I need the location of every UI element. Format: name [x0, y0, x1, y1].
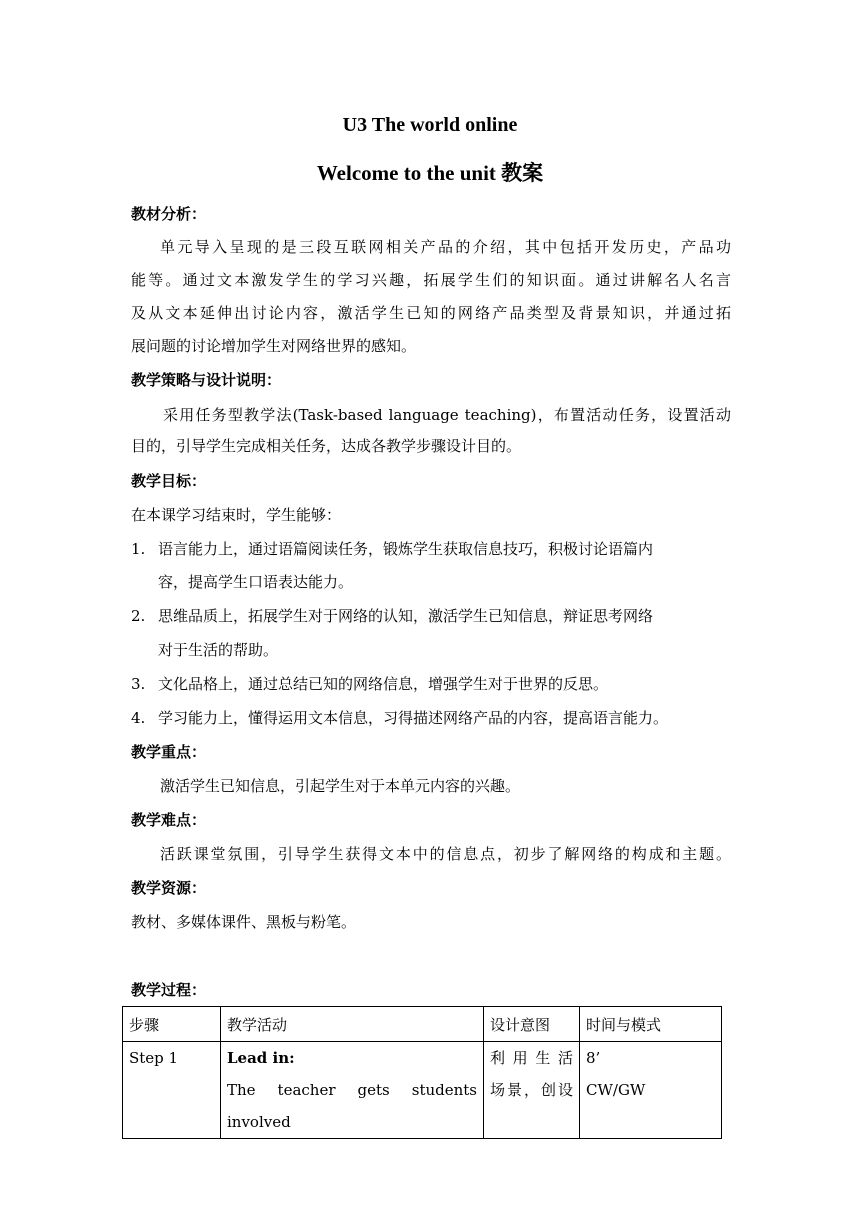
goal-number: 2.	[131, 607, 146, 625]
strategy-line-1: 采用任务型教学法(Task-based language teaching)，布置活动任务，设置活动	[163, 406, 731, 424]
goal-text: 学习能力上，懂得运用文本信息，习得描述网络产品的内容，提高语言能力。	[158, 709, 669, 727]
cell-step	[123, 1042, 221, 1139]
intent-line-1: 利用生活	[490, 1049, 573, 1067]
header-step: 步骤	[123, 1007, 221, 1042]
activity-text: The teacher gets students involved	[227, 1081, 477, 1131]
goal-item-4	[131, 708, 731, 728]
resources-text: 教材、多媒体课件、黑板与粉笔。	[131, 913, 357, 931]
document-title: U3 The world online	[342, 114, 518, 136]
header-intent: 设计意图	[484, 1007, 580, 1042]
key-points-heading: 教学重点：	[131, 743, 207, 761]
goals-intro: 在本课学习结束时，学生能够：	[131, 506, 342, 524]
analysis-line-1: 单元导入呈现的是三段互联网相关产品的介绍，其中包括开发历史，产品功	[160, 238, 731, 256]
goal-item-1	[131, 539, 731, 559]
resources-heading: 教学资源：	[131, 879, 207, 897]
header-time-mode: 时间与模式	[580, 1007, 722, 1042]
goal-item-1-cont: 容，提高学生口语表达能力。	[158, 573, 354, 591]
analysis-line-3: 及从文本延伸出讨论内容，激活学生已知的网络产品类型及背景知识，并通过拓	[131, 304, 731, 322]
strategy-line-2: 目的，引导学生完成相关任务，达成各教学步骤设计目的。	[131, 437, 522, 455]
header-activity: 教学活动	[221, 1007, 484, 1042]
key-points-text: 激活学生已知信息，引起学生对于本单元内容的兴趣。	[160, 777, 521, 795]
time-value: 8’	[586, 1049, 601, 1067]
process-heading: 教学过程：	[131, 981, 207, 999]
mode-value: CW/GW	[586, 1081, 646, 1099]
goal-text: 文化品格上，通过总结已知的网络信息，增强学生对于世界的反思。	[158, 675, 609, 693]
strategy-heading: 教学策略与设计说明：	[131, 371, 282, 389]
goal-number: 4.	[131, 709, 146, 727]
process-table	[122, 1006, 722, 1139]
cell-activity	[221, 1042, 484, 1139]
difficulties-text: 活跃课堂氛围，引导学生获得文本中的信息点，初步了解网络的构成和主题。	[160, 845, 731, 863]
goal-item-2	[131, 606, 731, 626]
document-subtitle: Welcome to the unit 教案	[316, 161, 544, 185]
analysis-line-2: 能等。通过文本激发学生的学习兴趣，拓展学生们的知识面。通过讲解名人名言	[131, 271, 731, 289]
intent-line-2: 场景，创设	[490, 1081, 573, 1099]
goal-item-2-cont: 对于生活的帮助。	[158, 641, 279, 659]
activity-title: Lead in:	[227, 1049, 295, 1067]
goal-text: 语言能力上，通过语篇阅读任务，锻炼学生获取信息技巧，积极讨论语篇内	[158, 540, 654, 558]
table-header-row	[123, 1007, 722, 1042]
goal-text: 思维品质上，拓展学生对于网络的认知，激活学生已知信息，辩证思考网络	[158, 607, 654, 625]
difficulties-heading: 教学难点：	[131, 811, 207, 829]
analysis-heading: 教材分析：	[131, 205, 207, 223]
goals-heading: 教学目标：	[131, 472, 207, 490]
cell-intent	[484, 1042, 580, 1139]
goal-number: 1.	[131, 540, 146, 558]
goal-item-3	[131, 674, 731, 694]
goal-number: 3.	[131, 675, 146, 693]
step-label: Step 1	[129, 1049, 179, 1067]
cell-time-mode	[580, 1042, 722, 1139]
analysis-line-4: 展问题的讨论增加学生对网络世界的感知。	[131, 337, 417, 355]
table-row	[123, 1042, 722, 1139]
